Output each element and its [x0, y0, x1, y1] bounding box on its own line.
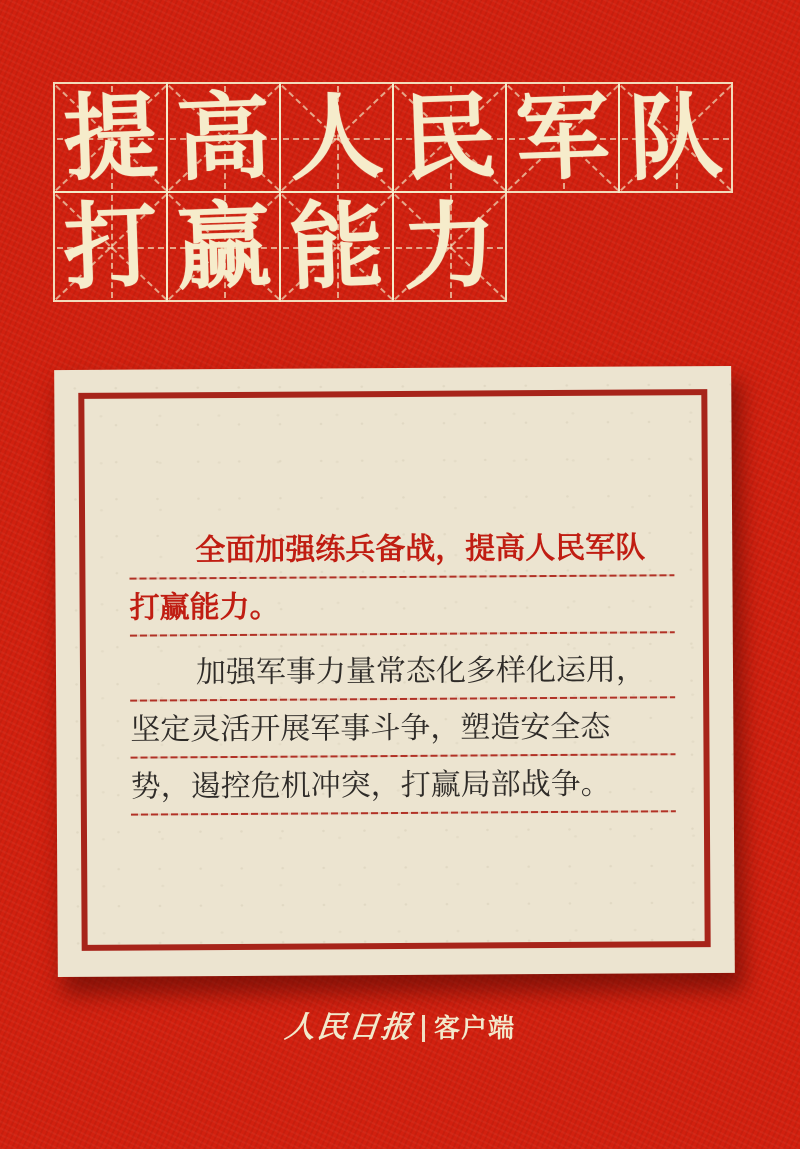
quote-line-body: [130, 698, 675, 758]
title-character: 打: [61, 189, 160, 304]
quote-line-body: [131, 755, 676, 815]
grid-cell: [279, 191, 394, 302]
grid-cell: [53, 191, 168, 302]
quote-line-body: [130, 641, 675, 701]
title-row-1: [53, 82, 733, 193]
brand-suffix-label: 客户端: [433, 1013, 515, 1043]
quote-card: [54, 366, 735, 977]
grid-cell: [166, 82, 281, 193]
quote-line-highlight: [129, 519, 674, 579]
title-character: 力: [400, 189, 499, 304]
quote-line-text: 加强军事力量常态化多样化运用，: [195, 653, 647, 690]
title-character: 提: [61, 80, 160, 195]
quote-line-highlight: [129, 576, 674, 636]
grid-cell: [392, 191, 507, 302]
title-character: 能: [287, 189, 386, 304]
title-character: 高: [174, 80, 273, 195]
title-character: 人: [287, 80, 386, 195]
title-character: 军: [513, 80, 612, 195]
title-character: 民: [400, 80, 499, 195]
grid-cell: [505, 82, 620, 193]
quote-line-text: 全面加强练兵备战，提高人民军队: [195, 531, 646, 568]
grid-cell: [166, 191, 281, 302]
title-character: 赢: [174, 189, 273, 304]
logo-divider: [422, 1015, 425, 1042]
title-character: 队: [626, 80, 725, 195]
grid-cell: [279, 82, 394, 193]
brand-script-wordmark: 人民日报: [283, 1010, 415, 1045]
calligraphy-title-grid: [53, 82, 733, 302]
quote-line-text: 坚定灵活开展军事斗争，塑造安全态: [130, 710, 611, 747]
grid-cell: [618, 82, 733, 193]
quote-line-text: 打赢能力。: [129, 590, 280, 625]
grid-cell: [53, 82, 168, 193]
peoples-daily-logo: [0, 1008, 800, 1048]
title-row-2: [53, 191, 733, 302]
grid-cell: [392, 82, 507, 193]
quote-text-block: [129, 519, 676, 815]
quote-line-text: 势，遏控危机冲突，打赢局部战争。: [130, 767, 611, 804]
